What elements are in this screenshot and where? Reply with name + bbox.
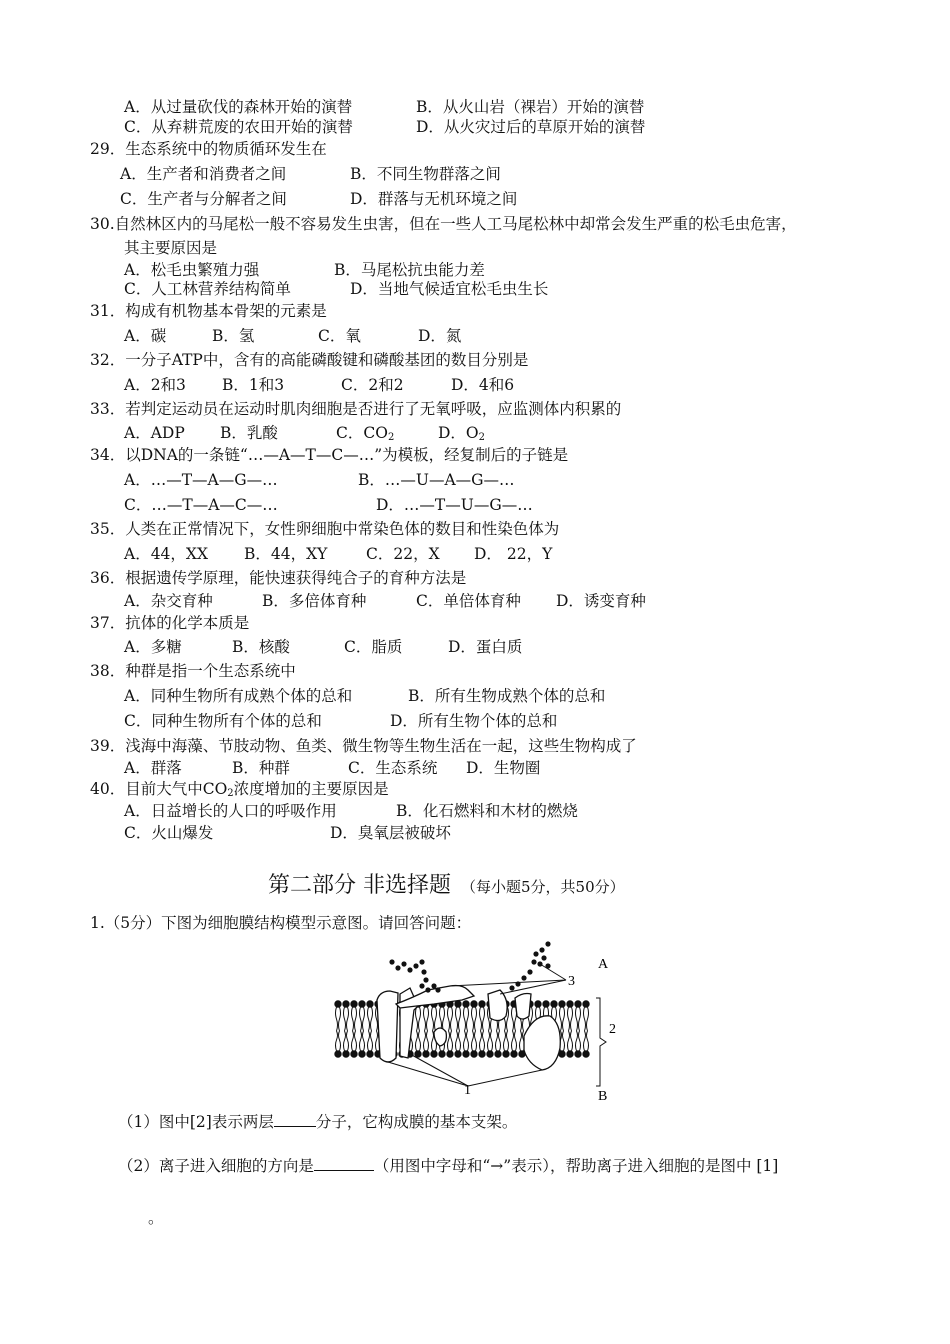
q37-option-d: D．蛋白质 <box>448 638 523 656</box>
phospholipid-tail <box>352 1007 357 1031</box>
phospholipid-head <box>479 1051 485 1057</box>
phospholipid-tail <box>344 1007 349 1031</box>
sugar-unit <box>435 987 440 992</box>
q29-option-b: B．不同生物群落之间 <box>350 165 501 183</box>
phospholipid-head <box>367 1051 373 1057</box>
q37-option-a: A．多糖 <box>124 638 182 656</box>
sugar-unit <box>521 975 526 980</box>
label-1: 1 <box>464 1083 471 1098</box>
phospholipid-head <box>535 1001 541 1007</box>
phospholipid-head <box>503 1051 509 1057</box>
phospholipid-tail <box>456 1007 461 1031</box>
sugar-unit <box>509 985 514 990</box>
phospholipid-head <box>343 1051 349 1057</box>
phospholipid-head <box>463 1001 469 1007</box>
phospholipid-tail <box>336 1031 341 1051</box>
q39-option-b: B．种群 <box>232 759 290 777</box>
q37-stem: 37．抗体的化学本质是 <box>90 614 250 632</box>
q30-option-b: B．马尾松抗虫能力差 <box>334 261 485 279</box>
q28-option-b: B．从火山岩（裸岩）开始的演替 <box>416 98 645 116</box>
q28-option-c: C．从弃耕荒废的农田开始的演替 <box>124 118 353 136</box>
q33-option-d: D．$O_2$ <box>438 424 486 443</box>
q39-option-c: C．生态系统 <box>348 759 438 777</box>
phospholipid-head <box>551 1001 557 1007</box>
phospholipid-head <box>351 1001 357 1007</box>
part2-heading <box>268 872 625 901</box>
glycoprotein-chain-right <box>509 941 550 990</box>
q29-stem: 29．生态系统中的物质循环发生在 <box>90 140 327 158</box>
q35-stem: 35．人类在正常情况下，女性卵细胞中常染色体的数目和性染色体为 <box>90 520 560 538</box>
phospholipid-tail <box>480 1007 485 1031</box>
q35-option-a: A．44，XX <box>124 545 208 563</box>
phospholipid-head <box>367 1001 373 1007</box>
phospholipid-head <box>335 1001 341 1007</box>
q30-stem-cont: 其主要原因是 <box>124 239 218 257</box>
q38-option-c: C．同种生物所有个体的总和 <box>124 712 322 730</box>
phospholipid-tail <box>472 1007 477 1031</box>
phospholipid-head <box>359 1051 365 1057</box>
sugar-unit <box>395 965 400 970</box>
q30-option-c: C．人工林营养结构简单 <box>124 280 291 298</box>
sugar-unit <box>425 987 430 992</box>
phospholipid-tail <box>568 1007 573 1031</box>
sugar-unit <box>527 969 532 974</box>
q36-option-b: B．多倍体育种 <box>262 592 367 610</box>
phospholipid-head <box>351 1051 357 1057</box>
phospholipid-tail <box>424 1031 429 1051</box>
phospholipid-tail <box>448 1007 453 1031</box>
phospholipid-tail <box>496 1031 501 1051</box>
phospholipid-tail <box>456 1031 461 1051</box>
sugar-unit <box>419 983 424 988</box>
sugar-unit <box>423 977 428 982</box>
q39-option-a: A．群落 <box>124 759 182 777</box>
sugar-unit <box>419 959 424 964</box>
q40-stem: 40．目前大气中$CO_2$浓度增加的主要原因是 <box>90 780 389 799</box>
q34-option-c: C．…—T—A—C—… <box>124 496 278 514</box>
q31-option-a: A．碳 <box>124 327 167 345</box>
p1-subq1: （1）图中[2]表示两层 分子，它构成膜的基本支架。 <box>118 1113 518 1131</box>
answer-blank-2[interactable] <box>314 1156 374 1171</box>
phospholipid-head <box>471 1001 477 1007</box>
label-2: 2 <box>609 1022 616 1037</box>
phospholipid-head <box>359 1001 365 1007</box>
q32-option-b: B．1和3 <box>222 376 285 394</box>
q32-option-c: C．2和2 <box>341 376 404 394</box>
phospholipid-head <box>583 1051 589 1057</box>
phospholipid-tail <box>432 1007 437 1031</box>
q33-stem: 33．若判定运动员在运动时肌肉细胞是否进行了无氧呼吸，应监测体内积累的 <box>90 400 622 418</box>
q38-stem: 38．种群是指一个生态系统中 <box>90 662 296 680</box>
phospholipid-head <box>559 1001 565 1007</box>
phospholipid-tail <box>416 1031 421 1051</box>
membrane-proteins <box>377 986 560 1071</box>
phospholipid-head <box>455 1001 461 1007</box>
phospholipid-tail <box>368 1031 373 1051</box>
phospholipid-tail <box>480 1031 485 1051</box>
q36-option-d: D．诱变育种 <box>556 592 646 610</box>
q37-option-c: C．脂质 <box>344 638 403 656</box>
q33-option-a: A．ADP <box>124 424 185 442</box>
phospholipid-head <box>575 1051 581 1057</box>
q32-stem: 32．一分子ATP中，含有的高能磷酸键和磷酸基团的数目分别是 <box>90 351 529 369</box>
label-B: B <box>598 1089 608 1104</box>
phospholipid-head <box>575 1001 581 1007</box>
sugar-unit <box>389 959 394 964</box>
q37-option-b: B．核酸 <box>232 638 290 656</box>
q35-option-d: D． 22，Y <box>474 545 553 563</box>
sugar-unit <box>539 947 544 952</box>
phospholipid-tail <box>448 1031 453 1051</box>
q38-option-b: B．所有生物成熟个体的总和 <box>408 687 606 705</box>
phospholipid-tail <box>576 1007 581 1031</box>
q40-option-d: D．臭氧层被破坏 <box>330 824 451 842</box>
q33-option-b: B．乳酸 <box>220 424 278 442</box>
p1-stem: 1.（5分）下图为细胞膜结构模型示意图。请回答问题： <box>90 914 472 932</box>
q28-option-d: D．从火灾过后的草原开始的演替 <box>416 118 646 136</box>
cell-membrane-diagram <box>330 938 640 1108</box>
q31-option-b: B．氢 <box>212 327 255 345</box>
phospholipid-head <box>495 1051 501 1057</box>
phospholipid-head <box>431 1051 437 1057</box>
sugar-unit <box>413 963 418 968</box>
sugar-unit <box>407 967 412 972</box>
phospholipid-head <box>343 1001 349 1007</box>
q36-stem: 36．根据遗传学原理，能快速获得纯合子的育种方法是 <box>90 569 467 587</box>
phospholipid-tail <box>344 1031 349 1051</box>
q40-option-a: A．日益增长的人口的呼吸作用 <box>124 802 337 820</box>
sugar-unit <box>541 955 546 960</box>
phospholipid-tail <box>360 1007 365 1031</box>
phospholipid-head <box>511 1051 517 1057</box>
phospholipid-head <box>471 1051 477 1057</box>
phospholipid-head <box>423 1051 429 1057</box>
phospholipid-tail <box>336 1007 341 1031</box>
sugar-unit <box>533 951 538 956</box>
phospholipid-tail <box>560 1007 565 1031</box>
phospholipid-tail <box>464 1031 469 1051</box>
phospholipid-tail <box>584 1031 589 1051</box>
phospholipid-tail <box>512 1031 517 1051</box>
q38-option-d: D．所有生物个体的总和 <box>390 712 558 730</box>
phospholipid-tail <box>424 1007 429 1031</box>
q40-option-c: C．火山爆发 <box>124 824 214 842</box>
q34-stem: 34．以DNA的一条链“…—A—T—C—…”为模板，经复制后的子链是 <box>90 446 569 464</box>
q30-option-a: A．松毛虫繁殖力强 <box>124 261 260 279</box>
phospholipid-tail <box>504 1031 509 1051</box>
phospholipid-head <box>583 1001 589 1007</box>
part2-title: 第二部分 非选择题 <box>268 873 451 898</box>
label-3: 3 <box>568 974 575 989</box>
q36-option-a: A．杂交育种 <box>124 592 213 610</box>
q36-option-c: C．单倍体育种 <box>416 592 521 610</box>
phospholipid-tail <box>584 1007 589 1031</box>
answer-blank-1[interactable] <box>274 1112 316 1127</box>
q38-option-a: A．同种生物所有成熟个体的总和 <box>124 687 353 705</box>
phospholipid-tail <box>352 1031 357 1051</box>
q31-option-c: C．氧 <box>318 327 361 345</box>
q31-stem: 31．构成有机物基本骨架的元素是 <box>90 302 327 320</box>
phospholipid-tail <box>368 1007 373 1031</box>
phospholipid-tail <box>472 1031 477 1051</box>
sugar-unit <box>531 959 536 964</box>
q35-option-b: B．44，XY <box>244 545 328 563</box>
q32-option-d: D．4和6 <box>451 376 515 394</box>
sugar-unit <box>431 983 436 988</box>
q32-option-a: A．2和3 <box>124 376 186 394</box>
phospholipid-head <box>543 1001 549 1007</box>
q29-option-a: A．生产者和消费者之间 <box>120 165 287 183</box>
phospholipid-tail <box>568 1031 573 1051</box>
phospholipid-head <box>487 1051 493 1057</box>
phospholipid-tail <box>464 1007 469 1031</box>
glycoprotein-chain-left <box>389 959 440 992</box>
phospholipid-head <box>567 1051 573 1057</box>
phospholipid-head <box>567 1001 573 1007</box>
phospholipid-head <box>415 1051 421 1057</box>
q35-option-c: C．22，X <box>366 545 440 563</box>
q34-option-a: A．…—T—A—G—… <box>124 471 278 489</box>
q31-option-d: D．氮 <box>418 327 462 345</box>
q34-option-d: D．…—T—U—G—… <box>376 496 533 514</box>
phospholipid-head <box>463 1051 469 1057</box>
phospholipid-head <box>479 1001 485 1007</box>
phospholipid-head <box>335 1051 341 1057</box>
sugar-unit <box>401 961 406 966</box>
p1-subq2: （2）离子进入细胞的方向是 （用图中字母和“→”表示），帮助离子进入细胞的是图中 [1] <box>118 1157 779 1175</box>
q29-option-d: D．群落与无机环境之间 <box>350 190 518 208</box>
q40-option-b: B．化石燃料和木材的燃烧 <box>396 802 578 820</box>
q29-option-c: C．生产者与分解者之间 <box>120 190 287 208</box>
phospholipid-head <box>439 1051 445 1057</box>
q28-option-a: A．从过量砍伐的森林开始的演替 <box>124 98 353 116</box>
phospholipid-tail <box>576 1031 581 1051</box>
phospholipid-tail <box>488 1031 493 1051</box>
p1-subq2-end: 。 <box>148 1209 164 1227</box>
q39-option-d: D．生物圈 <box>466 759 541 777</box>
q30-option-d: D．当地气候适宜松毛虫生长 <box>350 280 549 298</box>
phospholipid-tail <box>360 1031 365 1051</box>
phospholipid-tail <box>416 1007 421 1031</box>
q30-stem: 30.自然林区内的马尾松一般不容易发生虫害，但在一些人工马尾松林中却常会发生严重的松毛虫危害， <box>90 215 797 233</box>
phospholipid-head <box>455 1051 461 1057</box>
phospholipid-head <box>447 1051 453 1057</box>
part2-subtitle: （每小题5分，共50分） <box>461 878 625 896</box>
q34-option-b: B．…—U—A—G—… <box>358 471 515 489</box>
q33-option-c: C．$CO_2$ <box>336 424 395 443</box>
label-A: A <box>598 957 609 972</box>
sugar-unit <box>421 969 426 974</box>
q39-stem: 39．浅海中海藻、节肢动物、鱼类、微生物等生物生活在一起，这些生物构成了 <box>90 737 637 755</box>
sugar-unit <box>545 941 550 946</box>
